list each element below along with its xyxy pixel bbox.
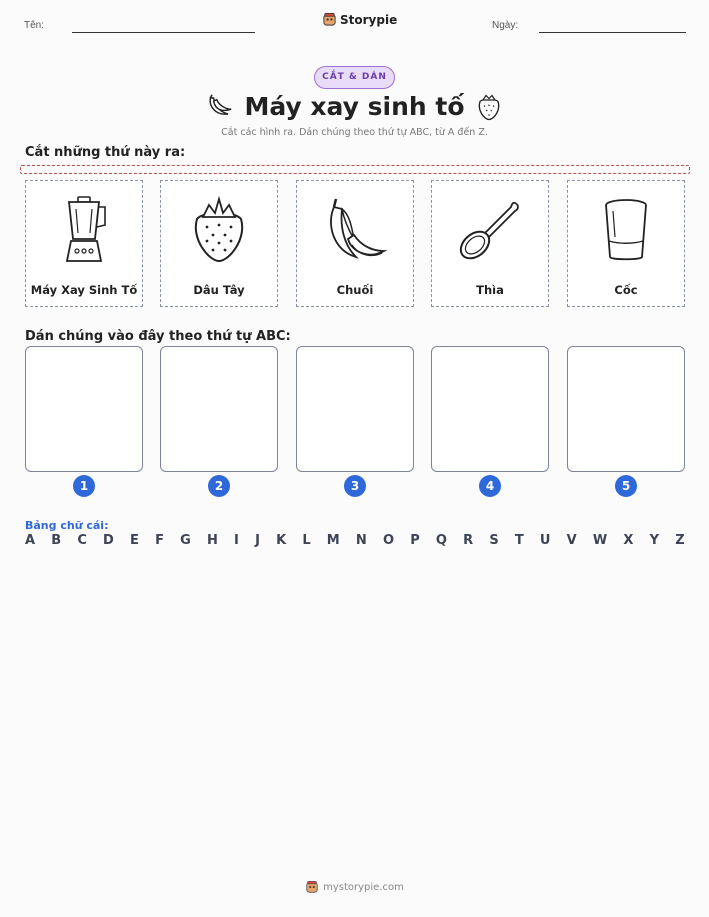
brand-logo bbox=[322, 12, 397, 27]
alphabet-letter: U bbox=[539, 533, 551, 548]
alphabet-heading: Bảng chữ cái: bbox=[25, 519, 109, 532]
cut-line bbox=[20, 165, 690, 174]
glass-icon bbox=[601, 197, 651, 263]
alphabet-letter: J bbox=[255, 533, 260, 548]
cut-card-label: Chuối bbox=[336, 283, 374, 297]
footer bbox=[0, 880, 709, 894]
alphabet-letter: Z bbox=[675, 533, 685, 548]
alphabet-letter: O bbox=[382, 533, 395, 548]
paste-box-4[interactable] bbox=[431, 346, 549, 472]
blender-icon bbox=[59, 195, 109, 265]
alphabet-letter: Y bbox=[649, 533, 660, 548]
cut-card-glass[interactable] bbox=[567, 180, 685, 307]
alphabet-letter: V bbox=[566, 533, 577, 548]
cut-card-strawberry[interactable] bbox=[160, 180, 278, 307]
spoon-icon bbox=[455, 197, 525, 263]
cut-card-label: Máy Xay Sinh Tố bbox=[30, 283, 138, 297]
paste-box-3[interactable] bbox=[296, 346, 414, 472]
alphabet-letter: Q bbox=[435, 533, 447, 548]
paste-box-2[interactable] bbox=[160, 346, 278, 472]
cut-card-banana[interactable] bbox=[296, 180, 414, 307]
alphabet-letter: G bbox=[180, 533, 191, 548]
alphabet-letter: S bbox=[489, 533, 499, 548]
paste-number: 3 bbox=[344, 475, 366, 497]
cut-card-label: Thìa bbox=[476, 283, 504, 297]
alphabet-row bbox=[25, 533, 685, 548]
paste-box-1[interactable] bbox=[25, 346, 143, 472]
alphabet-letter: X bbox=[623, 533, 634, 548]
instructions: Cắt các hình ra. Dán chúng theo thứ tự ABC, từ A đến Z. bbox=[221, 127, 488, 138]
footer-site[interactable]: mystorypie.com bbox=[323, 881, 404, 893]
alphabet-letter: P bbox=[410, 533, 420, 548]
alphabet-letter: E bbox=[130, 533, 139, 548]
cut-card-spoon[interactable] bbox=[431, 180, 549, 307]
name-line[interactable] bbox=[72, 32, 255, 33]
paste-number: 4 bbox=[479, 475, 501, 497]
paste-number: 2 bbox=[208, 475, 230, 497]
storypie-mascot-icon bbox=[322, 12, 337, 27]
strawberry-icon bbox=[474, 90, 504, 122]
cut-card-label: Cốc bbox=[614, 283, 638, 297]
alphabet-letter: F bbox=[155, 533, 164, 548]
alphabet-letter: R bbox=[463, 533, 474, 548]
alphabet-letter: N bbox=[355, 533, 367, 548]
storypie-mascot-icon bbox=[305, 880, 319, 894]
name-label: Tên: bbox=[24, 20, 45, 31]
cut-card-label: Dâu Tây bbox=[193, 283, 245, 297]
activity-badge: CẮT & DÁN bbox=[314, 66, 395, 89]
banana-icon bbox=[322, 195, 388, 265]
date-label: Ngày: bbox=[492, 20, 519, 31]
brand-name: Storypie bbox=[340, 12, 398, 27]
paste-heading: Dán chúng vào đây theo thứ tự ABC: bbox=[25, 329, 291, 344]
cut-heading: Cắt những thứ này ra: bbox=[25, 145, 186, 160]
alphabet-letter: H bbox=[206, 533, 218, 548]
alphabet-letter: I bbox=[234, 533, 239, 548]
alphabet-letter: B bbox=[51, 533, 62, 548]
alphabet-letter: L bbox=[302, 533, 311, 548]
alphabet-letter: A bbox=[25, 533, 36, 548]
paste-box-5[interactable] bbox=[567, 346, 685, 472]
alphabet-letter: D bbox=[103, 533, 114, 548]
strawberry-icon bbox=[189, 195, 249, 265]
date-line[interactable] bbox=[539, 32, 686, 33]
alphabet-letter: W bbox=[592, 533, 608, 548]
cut-card-blender[interactable] bbox=[25, 180, 143, 307]
alphabet-letter: C bbox=[77, 533, 87, 548]
alphabet-letter: M bbox=[326, 533, 340, 548]
alphabet-letter: K bbox=[276, 533, 287, 548]
page-title: Máy xay sinh tố bbox=[244, 92, 465, 121]
paste-number: 5 bbox=[615, 475, 637, 497]
paste-number: 1 bbox=[73, 475, 95, 497]
alphabet-letter: T bbox=[514, 533, 524, 548]
